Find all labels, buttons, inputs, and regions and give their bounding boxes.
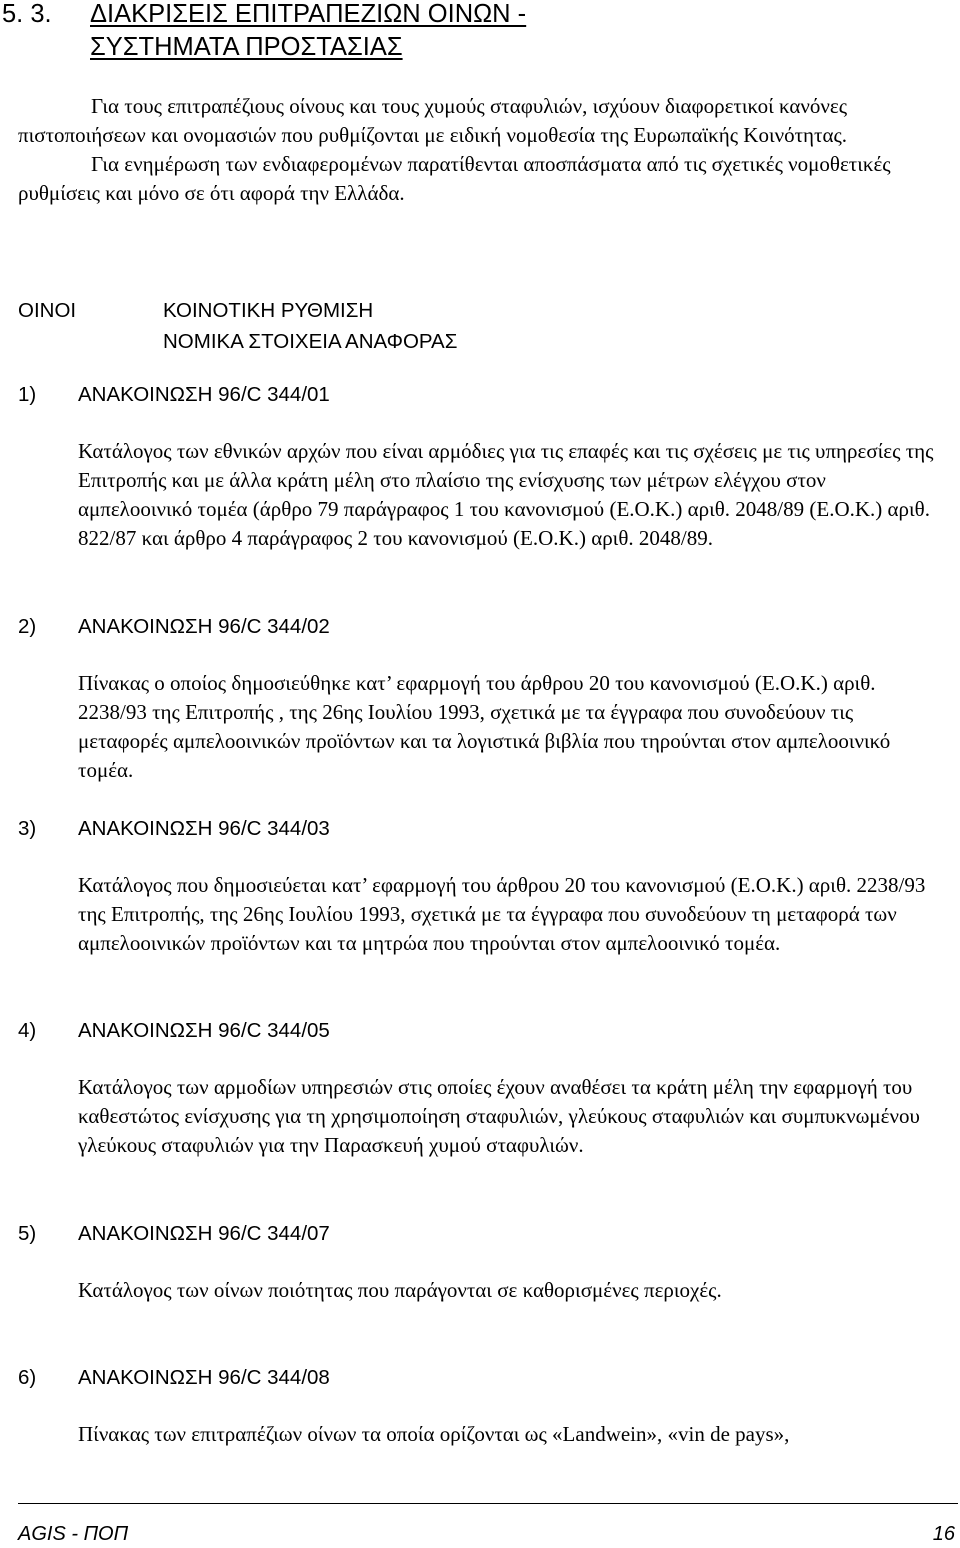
item-number: 5) bbox=[18, 1222, 37, 1245]
item-body: Κατάλογος των οίνων ποιότητας που παράγονται σε καθορισμένες περιοχές. bbox=[78, 1278, 722, 1302]
section-title-line1: ΔΙΑΚΡΙΣΕΙΣ ΕΠΙΤΡΑΠΕΖΙΩΝ ΟΙΝΩΝ - bbox=[90, 0, 527, 28]
page-number: 16 bbox=[932, 1523, 955, 1545]
page-footer bbox=[18, 1503, 958, 1545]
section-number: 5. 3. bbox=[2, 0, 52, 28]
column-heading-wines: ΟΙΝΟΙ bbox=[18, 299, 77, 322]
announcement-item-1 bbox=[18, 381, 943, 553]
item-title: ΑΝΑΚΟΙΝΩΣΗ 96/C 344/02 bbox=[78, 615, 330, 638]
column-heading-regulation-line1: ΚΟΙΝΟΤΙΚΗ ΡΥΘΜΙΣΗ bbox=[163, 299, 374, 322]
item-body: Κατάλογος των εθνικών αρχών που είναι αρμόδιες για τις επαφές και τις σχέσεις με τις υπηρεσίες της Επιτροπής και με άλλα κράτη μέλη στο πλαίσιο της ενίσχυσης των μέτρων ελέγχου στον αμπελοοινικό τομέα (άρθρο 79 παράγραφος 1 του κανονισμού (Ε.Ο.Κ.) αριθ. 2048/89 (Ε.Ο.Κ.) αριθ. 822/87 και άρθρο 4 παράγραφος 2 του κανονισμού (Ε.Ο.Κ.) αριθ. 2048/89. bbox=[78, 439, 934, 550]
footer-label: AGIS - ΠΟΠ bbox=[18, 1523, 129, 1545]
item-body: Κατάλογος των αρμοδίων υπηρεσιών στις οποίες έχουν αναθέσει τα κράτη μέλη την εφαρμογή του καθεστώτος ενίσχυσης για τη χρησιμοποίηση σταφυλιών, γλεύκους σταφυλιών και συμπυκνωμένου γλεύκους σταφυλιών για την Παρασκευή χυμού σταφυλιών. bbox=[78, 1075, 920, 1157]
announcement-item-2 bbox=[18, 613, 943, 785]
item-number: 4) bbox=[18, 1019, 37, 1042]
item-number: 6) bbox=[18, 1366, 37, 1389]
item-body: Πίνακας των επιτραπέζιων οίνων τα οποία ορίζονται ως «Landwein», «vin de pays», bbox=[78, 1422, 790, 1446]
item-body: Πίνακας ο οποίος δημοσιεύθηκε κατ’ εφαρμογή του άρθρου 20 του κανονισμού (Ε.Ο.Κ.) αριθ. 2238/93 της Επιτροπής , της 26ης Ιουλίου 1993, σχετικά με τα έγγραφα που συνοδεύουν τις μεταφορές αμπελοοινικών προϊόντων και τα λογιστικά βιβλία που τηρούνται στον αμπελοοινικό τομέα. bbox=[78, 671, 891, 782]
column-heading-regulation-line2: ΝΟΜΙΚΑ ΣΤΟΙΧΕΙΑ ΑΝΑΦΟΡΑΣ bbox=[163, 330, 458, 353]
announcement-item-5 bbox=[18, 1220, 943, 1305]
section-heading bbox=[2, 0, 526, 64]
item-body: Κατάλογος που δημοσιεύεται κατ’ εφαρμογή του άρθρου 20 του κανονισμού (Ε.Ο.Κ.) αριθ. 2238/93 της Επιτροπής, της 26ης Ιουλίου 1993, σχετικά με τα έγγραφα που συνοδεύουν τη μεταφορά των αμπελοοινικών προϊόντων και τα μητρώα που τηρούνται στον αμπελοοινικό τομέα. bbox=[78, 873, 926, 955]
item-title: ΑΝΑΚΟΙΝΩΣΗ 96/C 344/03 bbox=[78, 817, 330, 840]
column-heading-regulation bbox=[163, 295, 457, 357]
item-title: ΑΝΑΚΟΙΝΩΣΗ 96/C 344/07 bbox=[78, 1222, 330, 1245]
item-title: ΑΝΑΚΟΙΝΩΣΗ 96/C 344/05 bbox=[78, 1019, 330, 1042]
item-title: ΑΝΑΚΟΙΝΩΣΗ 96/C 344/08 bbox=[78, 1366, 330, 1389]
item-title: ΑΝΑΚΟΙΝΩΣΗ 96/C 344/01 bbox=[78, 383, 330, 406]
announcement-item-6 bbox=[18, 1364, 943, 1449]
item-number: 1) bbox=[18, 383, 37, 406]
section-title-line2: ΣΥΣΤΗΜΑΤΑ ΠΡΟΣΤΑΣΙΑΣ bbox=[90, 33, 403, 61]
intro-text bbox=[18, 92, 944, 208]
item-number: 3) bbox=[18, 817, 37, 840]
announcement-item-3 bbox=[18, 815, 943, 958]
item-number: 2) bbox=[18, 615, 37, 638]
intro-paragraph-1: Για τους επιτραπέζιους οίνους και τους χυμούς σταφυλιών, ισχύουν διαφορετικοί κανόνες πιστοποιήσεων και ονομασιών που ρυθμίζονται με ειδική νομοθεσία της Ευρωπαϊκής Κοινότητας. bbox=[18, 94, 848, 147]
announcement-item-4 bbox=[18, 1017, 943, 1160]
intro-paragraph-2: Για ενημέρωση των ενδιαφερομένων παρατίθενται αποσπάσματα από τις σχετικές νομοθετικές ρυθμίσεις και μόνο σε ότι αφορά την Ελλάδα. bbox=[18, 152, 891, 205]
